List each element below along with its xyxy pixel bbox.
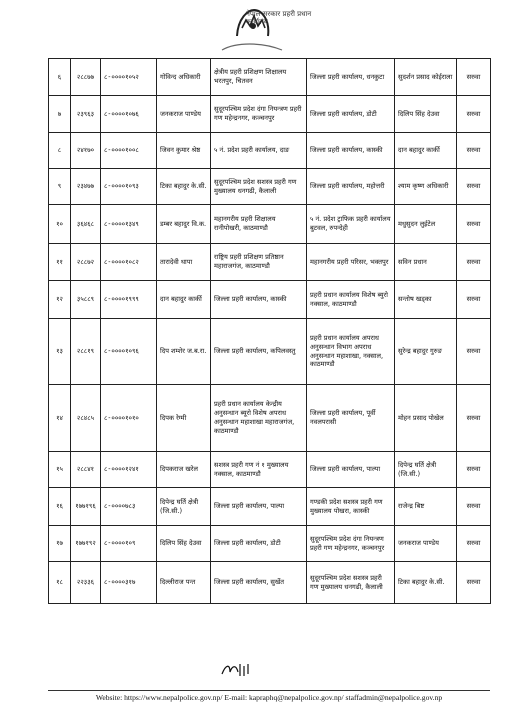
employee-name: जिवन कुमार श्रेष्ठ [157,133,211,169]
action-type: सरुवा [457,281,491,319]
rank-code: ८-००००७८३ [101,488,157,526]
employee-name: दिपक रेग्मी [157,385,211,452]
replacement-name: सविन प्रधान [395,244,457,281]
id-number: ३६४६८ [71,205,101,244]
employee-name: दिलिप सिंह देउवा [157,526,211,562]
rank-code: ८-००००१९९९ [101,281,157,319]
replacement-name: मधुसुदन लुईटेल [395,205,457,244]
id-number: १७७१९६ [71,488,101,526]
action-type: सरुवा [457,59,491,96]
table-row [49,169,491,205]
replacement-name: मोहन प्रसाद पोखेल [395,385,457,452]
serial-number: ११ [49,244,71,281]
serial-number: ७ [49,96,71,133]
employee-name: दान बहादुर कार्की [157,281,211,319]
table-row [49,281,491,319]
action-type: सरुवा [457,385,491,452]
employee-name: दिपकराज खरेल [157,452,211,488]
action-type: सरुवा [457,488,491,526]
current-office: ५ नं. प्रदेश प्रहरी कार्यालय, दाङ [211,133,307,169]
current-office: सुदूरपश्चिम प्रदेश दंगा नियन्त्रण प्रहरी गण महेन्द्रनगर, कञ्चनपुर [211,96,307,133]
employee-name: गोविन्द अधिकारी [157,59,211,96]
id-number: २८८१९ [71,319,101,385]
serial-number: ६ [49,59,71,96]
current-office: महानगरीय प्रहरी शिक्षालय रानीपोखरी, काठमाण्डौ [211,205,307,244]
rank-code: ८-००००१३४९ [101,205,157,244]
rank-code: ८-००००१०९३ [101,169,157,205]
id-number: २८८४१ [71,452,101,488]
new-office: सुदूरपश्चिम प्रदेश दंगा नियन्त्रण प्रहरी गण महेन्द्रनगर, कञ्चनपुर [307,526,395,562]
current-office: जिल्ला प्रहरी कार्यालय, सुर्खेत [211,562,307,604]
current-office: सशस्त्र प्रहरी गण नं १ मुख्यालय नक्साल, काठमाण्डौ [211,452,307,488]
new-office: गण्डकी प्रदेश सशस्त्र प्रहरी गण मुख्यालय पोखरा, कास्की [307,488,395,526]
table-row [49,452,491,488]
id-number: २८८७२ [71,244,101,281]
replacement-name: सन्तोष खड्का [395,281,457,319]
table-row [49,244,491,281]
current-office: जिल्ला प्रहरी कार्यालय, पाल्पा [211,488,307,526]
rank-code: ८-००००१०१० [101,385,157,452]
rank-code: ८-००००३१७ [101,562,157,604]
new-office: सुदूरपश्चिम प्रदेश सशस्त्र प्रहरी गण मुख्यालय धनगढी, कैलाली [307,562,395,604]
id-number: २८४८५ [71,385,101,452]
employee-name: तारादेवी थापा [157,244,211,281]
serial-number: १७ [49,526,71,562]
transfer-table [48,58,491,604]
employee-name: दिपेन्द्र घर्ति क्षेत्री (जि.सी.) [157,488,211,526]
employee-name: डम्बर बहादुर वि.क. [157,205,211,244]
current-office: जिल्ला प्रहरी कार्यालय, डोटी [211,526,307,562]
new-office: जिल्ला प्रहरी कार्यालय, महोत्तरी [307,169,395,205]
employee-name: दिप शम्शेर ज.ब.रा. [157,319,211,385]
replacement-name: टिका बहादुर के.सी. [395,562,457,604]
action-type: सरुवा [457,169,491,205]
replacement-name: दिपेन्द्र घर्ति क्षेत्री (जि.सी.) [395,452,457,488]
id-number: २८८७७ [71,59,101,96]
serial-number: ८ [49,133,71,169]
rank-code: ८-००००१२४१ [101,452,157,488]
rank-code: ८-००००१०८२ [101,244,157,281]
new-office: जिल्ला प्रहरी कार्यालय, कास्की [307,133,395,169]
serial-number: १६ [49,488,71,526]
action-type: सरुवा [457,562,491,604]
replacement-name: श्याम कृष्ण अधिकारी [395,169,457,205]
table-row [49,319,491,385]
action-type: सरुवा [457,319,491,385]
table-row [49,96,491,133]
footer-divider [48,690,490,691]
serial-number: १३ [49,319,71,385]
rank-code: ८-००००१०९ [101,526,157,562]
id-number: ३५८८९ [71,281,101,319]
current-office: जिल्ला प्रहरी कार्यालय, कास्की [211,281,307,319]
action-type: सरुवा [457,452,491,488]
id-number: १७७१९२ [71,526,101,562]
replacement-name: दिलिप सिंह देउवा [395,96,457,133]
rank-code: ८-००००१०९६ [101,319,157,385]
new-office: ५ नं. प्रदेश ट्राफिक प्रहरी कार्यालय बुटवल, रुपन्देही [307,205,395,244]
replacement-name: राजेन्द्र बिष्ट [395,488,457,526]
table-row [49,59,491,96]
signature [218,660,258,680]
employee-name: दिल्लीराज पन्त [157,562,211,604]
rank-code: ८-००००१०७६ [101,96,157,133]
table-row [49,488,491,526]
serial-number: १४ [49,385,71,452]
action-type: सरुवा [457,244,491,281]
id-number: २३९६३ [71,96,101,133]
new-office: प्रहरी प्रधान कार्यालय विशेष ब्युरो नक्साल, काठमाण्डौ [307,281,395,319]
new-office: प्रहरी प्रधान कार्यालय अपराध अनुसन्धान विभाग अपराध अनुसन्धान महाशाखा, नक्साल, काठमाण्डौ [307,319,395,385]
rank-code: ८-००००१००८ [101,133,157,169]
action-type: सरुवा [457,526,491,562]
new-office: महानगरीय प्रहरी परिसर, भक्तपुर [307,244,395,281]
replacement-name: जनकराज पाण्डेय [395,526,457,562]
table-row [49,562,491,604]
new-office: जिल्ला प्रहरी कार्यालय, पूर्वी नवलपरासी [307,385,395,452]
serial-number: १८ [49,562,71,604]
id-number: २४१७० [71,133,101,169]
current-office: प्रहरी प्रधान कार्यालय केन्द्रीय अनुसन्धान ब्यूरो विशेष अपराध अनुसन्धान महाशाखा महाराजगंज, काठमाण्डौ [211,385,307,452]
action-type: सरुवा [457,96,491,133]
replacement-name: दान बहादुर कार्की [395,133,457,169]
serial-number: ९ [49,169,71,205]
new-office: जिल्ला प्रहरी कार्यालय, धनकुटा [307,59,395,96]
action-type: सरुवा [457,133,491,169]
current-office: क्षेत्रीय प्रहरी प्रशिक्षण शिक्षालय भरतपुर, चितवन [211,59,307,96]
current-office: जिल्ला प्रहरी कार्यालय, कपिलवस्तु [211,319,307,385]
employee-name: टिका बहादुर के.सी. [157,169,211,205]
footer-contact: Website: https://www.nepalpolice.gov.np/ E-mail: kapraphq@nepalpolice.gov.np/ staffadmin@nepalpolice.gov.np [95,693,443,702]
table-row [49,205,491,244]
new-office: जिल्ला प्रहरी कार्यालय, डोटी [307,96,395,133]
id-number: २३४७७ [71,169,101,205]
table-row [49,526,491,562]
serial-number: १२ [49,281,71,319]
new-office: जिल्ला प्रहरी कार्यालय, पाल्पा [307,452,395,488]
serial-number: १० [49,205,71,244]
replacement-name: सुदर्शन प्रसाद कोईराला [395,59,457,96]
seal-text: नेपाल सरकार प्रहरी प्रधान कार्यालय [246,10,312,26]
table-row [49,133,491,169]
table-row [49,385,491,452]
serial-number: १५ [49,452,71,488]
employee-name: जनकराज पाण्डेय [157,96,211,133]
id-number: २२३३६ [71,562,101,604]
action-type: सरुवा [457,205,491,244]
current-office: सुदूरपश्चिम प्रदेश सशस्त्र प्रहरी गण मुख्यालय धनगढी, कैलाली [211,169,307,205]
replacement-name: सुरेन्द्र बहादुर गुरुङ [395,319,457,385]
rank-code: ८-००००१०५२ [101,59,157,96]
current-office: राष्ट्रिय प्रहरी प्रशिक्षण प्रतिष्ठान महाराजगंज, काठमाण्डौ [211,244,307,281]
